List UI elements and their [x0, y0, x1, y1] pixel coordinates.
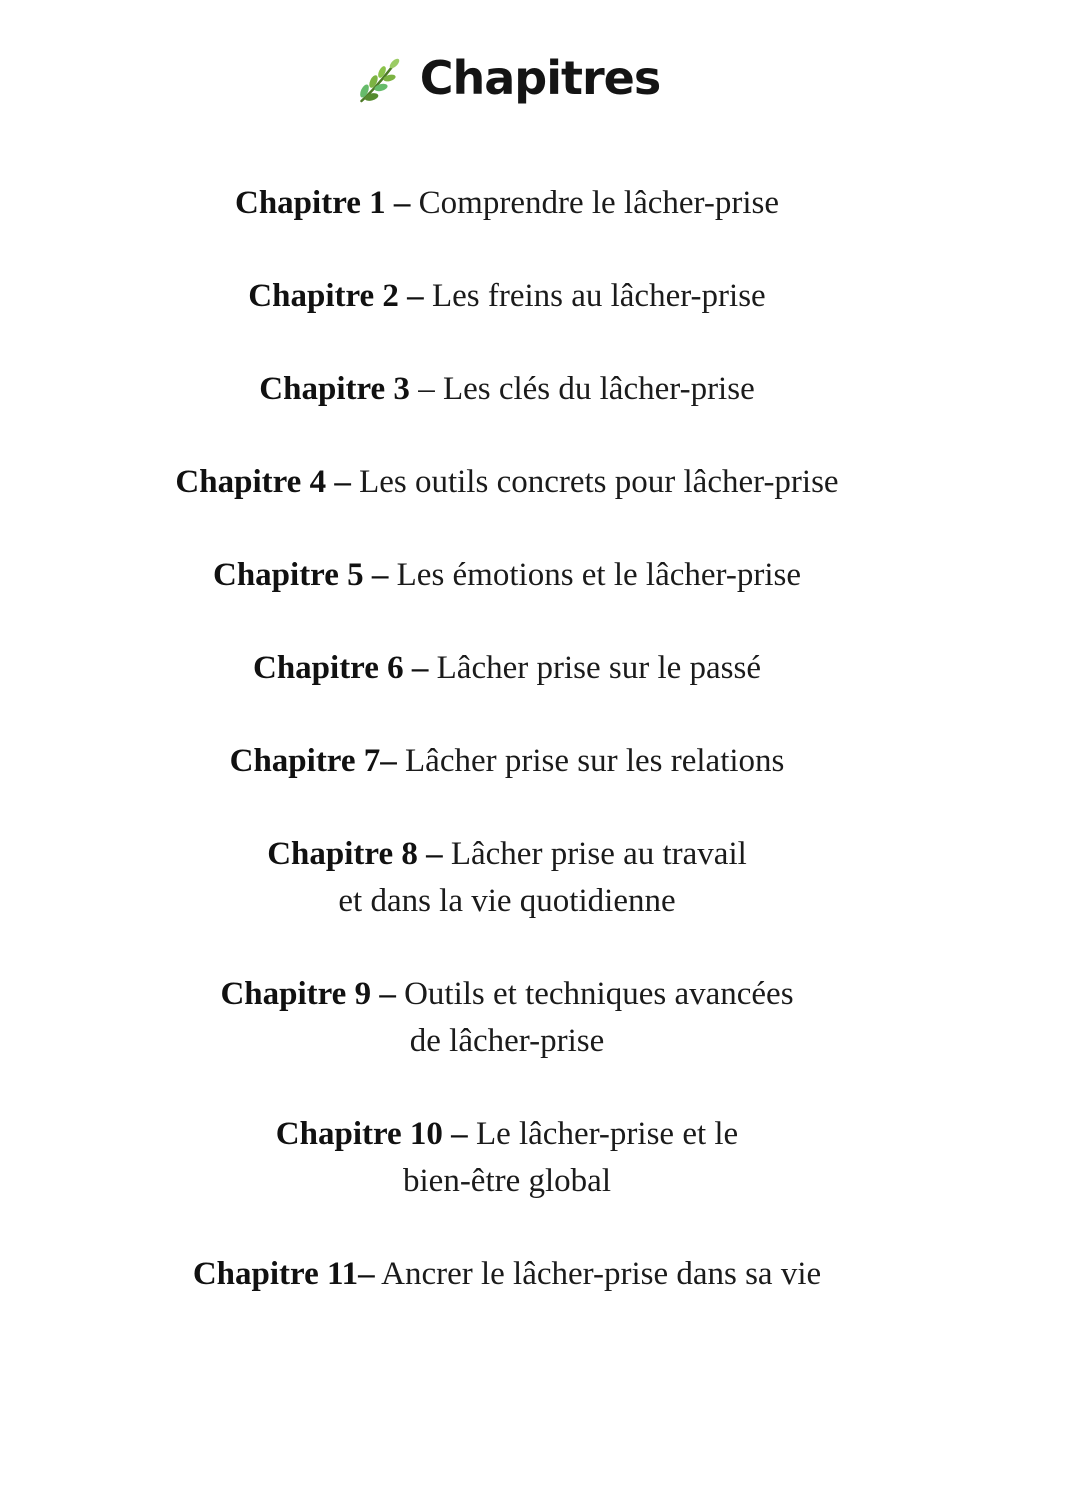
chapter-title: Lâcher prise sur les relations — [405, 743, 785, 779]
chapter-title: Ancrer le lâcher-prise dans sa vie — [381, 1256, 822, 1292]
chapter-title: Outils et techniques avancées — [404, 976, 794, 1012]
chapter-item-8 — [0, 831, 1014, 925]
page-title: Chapitres — [419, 51, 661, 105]
chapter-label: Chapitre 2 – — [248, 278, 424, 314]
chapter-label: Chapitre 10 – — [275, 1116, 468, 1152]
chapter-label: Chapitre 1 – — [235, 185, 411, 221]
chapter-label: Chapitre 9 – — [220, 976, 396, 1012]
chapter-item-10 — [0, 1111, 1014, 1205]
chapter-item-3 — [0, 366, 1014, 413]
chapter-title: Le lâcher-prise et le — [475, 1116, 739, 1152]
chapter-item-4 — [0, 459, 1014, 506]
chapter-item-7 — [0, 738, 1014, 785]
chapter-label: Chapitre 3 — [259, 371, 410, 407]
herb-sprig-icon — [354, 53, 404, 109]
chapter-title: – Les clés du lâcher-prise — [418, 371, 755, 407]
chapter-title: Les émotions et le lâcher-prise — [396, 557, 801, 593]
chapter-title: Les freins au lâcher-prise — [431, 278, 766, 314]
chapter-item-9 — [0, 971, 1014, 1065]
chapter-list — [0, 180, 1014, 1298]
chapter-item-5 — [0, 552, 1014, 599]
chapter-label: Chapitre 7– — [229, 743, 397, 779]
chapter-label: Chapitre 5 – — [212, 557, 389, 593]
chapter-title: Comprendre le lâcher-prise — [418, 185, 779, 221]
chapter-title-line2: et dans la vie quotidienne — [338, 883, 676, 919]
chapter-item-11 — [0, 1251, 1014, 1298]
chapter-title: Les outils concrets pour lâcher-prise — [359, 464, 839, 500]
chapter-label: Chapitre 6 – — [252, 650, 429, 686]
chapter-title: Lâcher prise au travail — [450, 836, 747, 872]
chapter-label: Chapitre 11– — [192, 1256, 375, 1292]
chapter-title-line2: bien-être global — [403, 1163, 611, 1199]
chapter-item-2 — [0, 273, 1014, 320]
chapter-label: Chapitre 4 – — [175, 464, 351, 500]
chapter-label: Chapitre 8 – — [267, 836, 443, 872]
chapter-item-1 — [0, 180, 1014, 227]
chapter-title-line2: de lâcher-prise — [409, 1023, 605, 1059]
chapter-title: Lâcher prise sur le passé — [436, 650, 762, 686]
chapter-item-6 — [0, 645, 1014, 692]
page-header — [0, 0, 1014, 112]
